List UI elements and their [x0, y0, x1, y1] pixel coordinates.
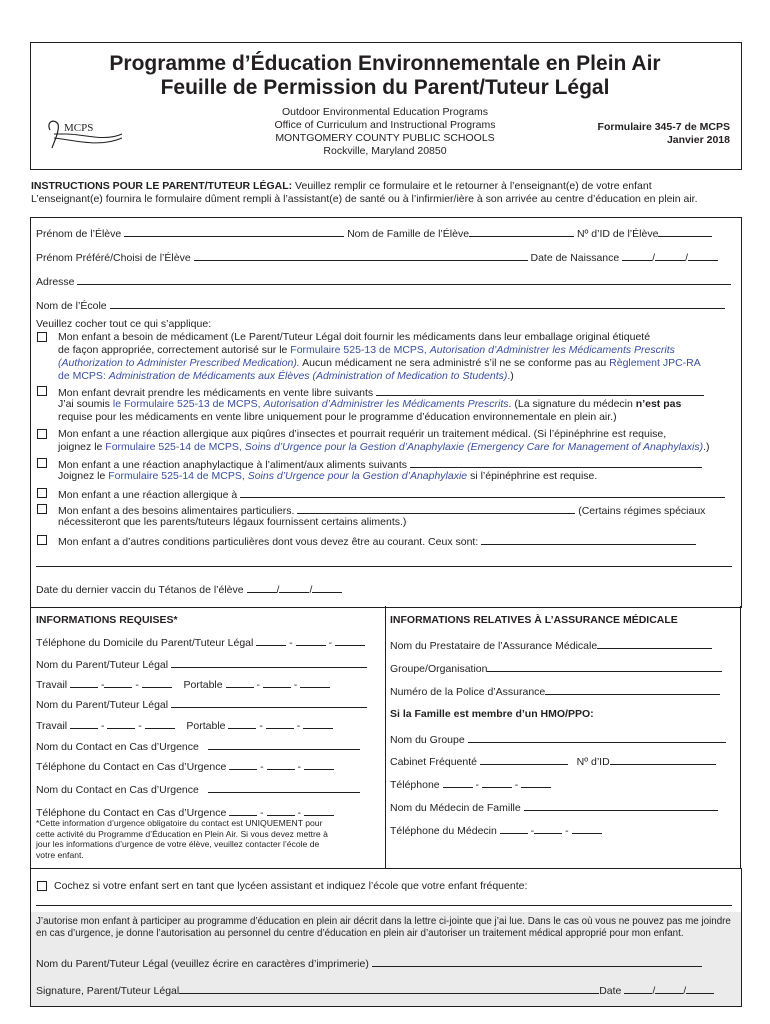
insurance-phone-row: Téléphone - - — [390, 777, 551, 792]
dob-year-field[interactable] — [688, 250, 718, 261]
emergency-phone-row-2: Téléphone du Contact en Cas d’Urgence - - — [36, 805, 334, 820]
tetanus-month-field[interactable] — [247, 582, 277, 593]
mcps-logo — [44, 112, 124, 152]
emergency-phone-2a[interactable] — [229, 805, 257, 816]
student-id-field[interactable] — [658, 226, 712, 237]
work-phone-1c[interactable] — [142, 677, 172, 688]
work-phone-1b[interactable] — [104, 677, 132, 688]
group-org-row: Groupe/Organisation — [390, 661, 722, 676]
work-phone-2c[interactable] — [145, 718, 175, 729]
emergency-phone-1b[interactable] — [267, 759, 295, 770]
otc-medication-checkbox[interactable] — [37, 386, 47, 396]
food-allergy-field[interactable] — [410, 457, 702, 468]
school-row: Nom de l’École — [36, 298, 725, 313]
medication-line-2: de façon appropriée, correctement autorisé sur le Formulaire 525-13 de MCPS, Autorisation d’Administrer les Médicaments Prescrits — [58, 344, 675, 356]
home-phone-row: Téléphone du Domicile du Parent/Tuteur Légal - - — [36, 635, 365, 650]
signature-date-year[interactable] — [686, 983, 714, 994]
preferred-name-row: Prénom Préféré/Choisi de l’Élève Date de Naissance / / — [36, 250, 718, 265]
emergency-phone-2b[interactable] — [267, 805, 295, 816]
form-525-14-link-2[interactable]: Formulaire 525-14 de MCPS, Soins d’Urgence pour la Gestion d’Anaphylaxie — [108, 470, 468, 482]
medication-checkbox[interactable] — [37, 332, 47, 342]
office-row: Cabinet Fréquenté Nº d’ID — [390, 754, 716, 769]
parent-name-field-2[interactable] — [171, 697, 367, 708]
other-conditions-field-2[interactable] — [36, 566, 732, 567]
doctor-name-field[interactable] — [524, 800, 718, 811]
mobile-phone-2c[interactable] — [303, 718, 333, 729]
office-field[interactable] — [480, 754, 568, 765]
regulation-jpc-ra-link-2[interactable]: de MCPS: Administration de Médicaments aux Élèves (Administration of Medication to Students) — [58, 370, 508, 382]
insurance-phone-c[interactable] — [521, 777, 551, 788]
medication-line-1: Mon enfant a besoin de médicament (Le Parent/Tuteur Légal doit fournir les médicaments dans leur emballage original étiqueté — [58, 331, 651, 343]
student-assistant-checkbox[interactable] — [37, 881, 47, 891]
other-conditions-line: Mon enfant a d’autres conditions particulières dont vous devez être au courant. Ceux sont: — [58, 534, 696, 549]
organization-info: Outdoor Environmental Education Programs Office of Curriculum and Instructional Programs MONTGOMERY COUNTY PUBLIC SCHOOLS Rockville, Maryland 20850 — [274, 106, 496, 157]
mobile-phone-1c[interactable] — [300, 677, 330, 688]
emergency-phone-row-1: Téléphone du Contact en Cas d’Urgence - - — [36, 759, 334, 774]
dietary-line-2: nécessiteront que les parents/tuteurs légaux fournissent certains aliments.) — [58, 516, 407, 528]
form-525-14-link[interactable]: Formulaire 525-14 de MCPS, Soins d’Urgence pour la Gestion d’Anaphylaxie (Emergency Care for Management of Anaphylaxis) — [105, 441, 704, 453]
work-phone-2b[interactable] — [107, 718, 135, 729]
dob-day-field[interactable] — [655, 250, 685, 261]
insurance-phone-a[interactable] — [443, 777, 473, 788]
work-mobile-row-1: Travail - - Portable - - — [36, 677, 330, 692]
student-assistant-field[interactable] — [36, 905, 732, 906]
preferred-name-field[interactable] — [194, 250, 528, 261]
signature-date-day[interactable] — [655, 983, 683, 994]
svg-text:MCPS: MCPS — [64, 122, 94, 134]
emergency-phone-1c[interactable] — [304, 759, 334, 770]
group-name-row: Nom du Groupe — [390, 732, 726, 747]
doctor-phone-a[interactable] — [500, 823, 528, 834]
address-field[interactable] — [77, 274, 731, 285]
last-name-field[interactable] — [469, 226, 574, 237]
food-line-1: Mon enfant a une réaction anaphylactique à l’aliment/aux aliments suivants — [58, 457, 702, 472]
parent-name-row-2: Nom du Parent/Tuteur Légal — [36, 697, 367, 712]
otc-medication-field[interactable] — [376, 385, 704, 396]
student-name-row: Prénom de l’Élève Nom de Famille de l’Élève Nº d’ID de l’Élève — [36, 226, 712, 241]
form-title: Programme d’Éducation Environnementale en Plein Air — [109, 52, 661, 75]
doctor-row: Nom du Médecin de Famille — [390, 800, 718, 815]
policy-row: Numéro de la Police d’Assurance — [390, 684, 720, 699]
instructions-line-2: L’enseignant(e) fournira le formulaire dûment rempli à l’assistant(e) de santé ou à l’infirmier/ière à son arrivée au centre d’éducation en plein air. — [31, 193, 698, 205]
policy-number-field[interactable] — [545, 684, 720, 695]
mobile-phone-2a[interactable] — [228, 718, 256, 729]
emergency-name-field-2[interactable] — [208, 782, 360, 793]
insurance-phone-b[interactable] — [482, 777, 512, 788]
mobile-phone-2b[interactable] — [266, 718, 294, 729]
form-525-13-link[interactable]: Formulaire 525-13 de MCPS, Autorisation d’Administrer les Médicaments Prescrits — [290, 344, 675, 356]
otc-line-1: Mon enfant devrait prendre les médicaments en vente libre suivants — [58, 385, 704, 400]
group-name-field[interactable] — [468, 732, 726, 743]
emergency-note: *Cette information d’urgence obligatoire du contact est UNIQUEMENT pour cette activité du Programme d’Éducation en Plein Air. Si vous devez mettre à jour les informations d’urgence de votre élève, veuillez contacter l’école de votre enfant. — [36, 818, 328, 860]
insect-line-2: joignez le Formulaire 525-14 de MCPS, Soins d’Urgence pour la Gestion d’Anaphylaxie (Emergency Care for Management of Anaphylaxis).) — [58, 441, 710, 453]
home-phone-area[interactable] — [256, 635, 286, 646]
signature-field[interactable] — [179, 983, 599, 994]
regulation-jpc-ra-link[interactable]: Règlement JPC-RA — [609, 357, 701, 369]
instructions: INSTRUCTIONS POUR LE PARENT/TUTEUR LÉGAL: Veuillez remplir ce formulaire et le retourner à l’enseignant(e) de votre enfant — [31, 180, 652, 192]
school-field[interactable] — [110, 298, 725, 309]
food-anaphylaxis-checkbox[interactable] — [37, 458, 47, 468]
insect-allergy-checkbox[interactable] — [37, 429, 47, 439]
medication-line-4: de MCPS: Administration de Médicaments aux Élèves (Administration of Medication to Students).) — [58, 370, 514, 382]
parent-name-row-1: Nom du Parent/Tuteur Légal — [36, 657, 367, 672]
otc-line-2: J’ai soumis le Formulaire 525-13 de MCPS, Autorisation d’Administrer les Médicaments Prescrits. (La signature du médecin n’est pas — [58, 398, 682, 410]
tetanus-year-field[interactable] — [312, 582, 342, 593]
mcps-logo-icon — [44, 112, 124, 152]
address-row: Adresse — [36, 274, 731, 289]
print-name-field[interactable] — [372, 956, 702, 967]
first-name-field[interactable] — [124, 226, 344, 237]
emergency-name-field-1[interactable] — [208, 739, 360, 750]
mobile-phone-1a[interactable] — [226, 677, 254, 688]
group-org-field[interactable] — [487, 661, 722, 672]
doctor-phone-row: Téléphone du Médecin - - — [390, 823, 602, 838]
authorization-text: J’autorise mon enfant à participer au programme d’éducation en plein air décrit dans la lettre ci-jointe que j’ai lue. Dans le cas où vous ne pouvez pas me joindre en cas d’urgence, je donne l’autorisation au personnel du centre d’éducation en plein air d’autoriser un traitement médical approprié pour mon enfant. — [36, 916, 731, 939]
insurance-provider-field[interactable] — [597, 638, 712, 649]
form-subtitle: Feuille de Permission du Parent/Tuteur Légal — [160, 76, 610, 99]
insurance-id-field[interactable] — [610, 754, 716, 765]
work-mobile-row-2: Travail - - Portable - - — [36, 718, 333, 733]
work-phone-2a[interactable] — [70, 718, 98, 729]
parent-name-field-1[interactable] — [171, 657, 367, 668]
emergency-name-row-2: Nom du Contact en Cas d’Urgence — [36, 782, 360, 797]
home-phone-line[interactable] — [335, 635, 365, 646]
mobile-phone-1b[interactable] — [263, 677, 291, 688]
other-conditions-field[interactable] — [481, 534, 696, 545]
allergy-checkbox[interactable] — [37, 488, 47, 498]
otc-line-3: requise pour les médicaments en vente libre uniquement pour le programme d’éducation environnementale en plein air.) — [58, 411, 617, 423]
tetanus-row: Date du dernier vaccin du Tétanos de l’élève / / — [36, 582, 342, 597]
allergy-field[interactable] — [240, 487, 725, 498]
hmo-heading: Si la Famille est membre d’un HMO/PPO: — [390, 708, 594, 720]
insurance-info-title: INFORMATIONS RELATIVES À L’ASSURANCE MÉDICALE — [390, 614, 678, 626]
emergency-phone-2c[interactable] — [304, 805, 334, 816]
form-number: Formulaire 345-7 de MCPS Janvier 2018 — [597, 121, 730, 146]
insurance-provider-row: Nom du Prestataire de l’Assurance Médicale — [390, 638, 712, 653]
other-conditions-checkbox[interactable] — [37, 535, 47, 545]
dietary-needs-checkbox[interactable] — [37, 504, 47, 514]
dob-month-field[interactable] — [622, 250, 652, 261]
allergy-line: Mon enfant a une réaction allergique à — [58, 487, 725, 502]
student-assistant-label: Cochez si votre enfant sert en tant que lycéen assistant et indiquez l’école que votre enfant fréquente: — [54, 880, 528, 892]
tetanus-day-field[interactable] — [279, 582, 309, 593]
signature-row: Signature, Parent/Tuteur Légal Date / / — [36, 983, 714, 998]
check-intro: Veuillez cocher tout ce qui s’applique: — [36, 318, 212, 330]
print-name-row: Nom du Parent/Tuteur Légal (veuillez écrire en caractères d’imprimerie) — [36, 956, 702, 971]
emergency-name-row-1: Nom du Contact en Cas d’Urgence — [36, 739, 360, 754]
emergency-phone-1a[interactable] — [229, 759, 257, 770]
doctor-phone-b[interactable] — [534, 823, 562, 834]
dietary-needs-field[interactable] — [297, 503, 575, 514]
work-phone-1a[interactable] — [70, 677, 98, 688]
form-525-13-link-2[interactable]: le Formulaire 525-13 de MCPS, Autorisation d’Administrer les Médicaments Prescrits — [112, 398, 509, 410]
required-info-title: INFORMATIONS REQUISES* — [36, 614, 178, 626]
home-phone-prefix[interactable] — [296, 635, 326, 646]
doctor-phone-c[interactable] — [572, 823, 602, 834]
food-line-2: Joignez le Formulaire 525-14 de MCPS, Soins d’Urgence pour la Gestion d’Anaphylaxie si l’épinéphrine est requise. — [58, 470, 598, 482]
signature-date-month[interactable] — [624, 983, 652, 994]
medication-line-3: (Authorization to Administer Prescribed Medication). Aucun médicament ne sera administré s’il ne se conforme pas au Règlement JPC-RA — [58, 357, 701, 369]
insect-line-1: Mon enfant a une réaction allergique aux piqûres d’insectes et pourrait requérir un traitement médical. (Si l’épinéphrine est requise, — [58, 428, 667, 440]
dietary-line-1: Mon enfant a des besoins alimentaires particuliers. (Certains régimes spéciaux — [58, 505, 706, 517]
